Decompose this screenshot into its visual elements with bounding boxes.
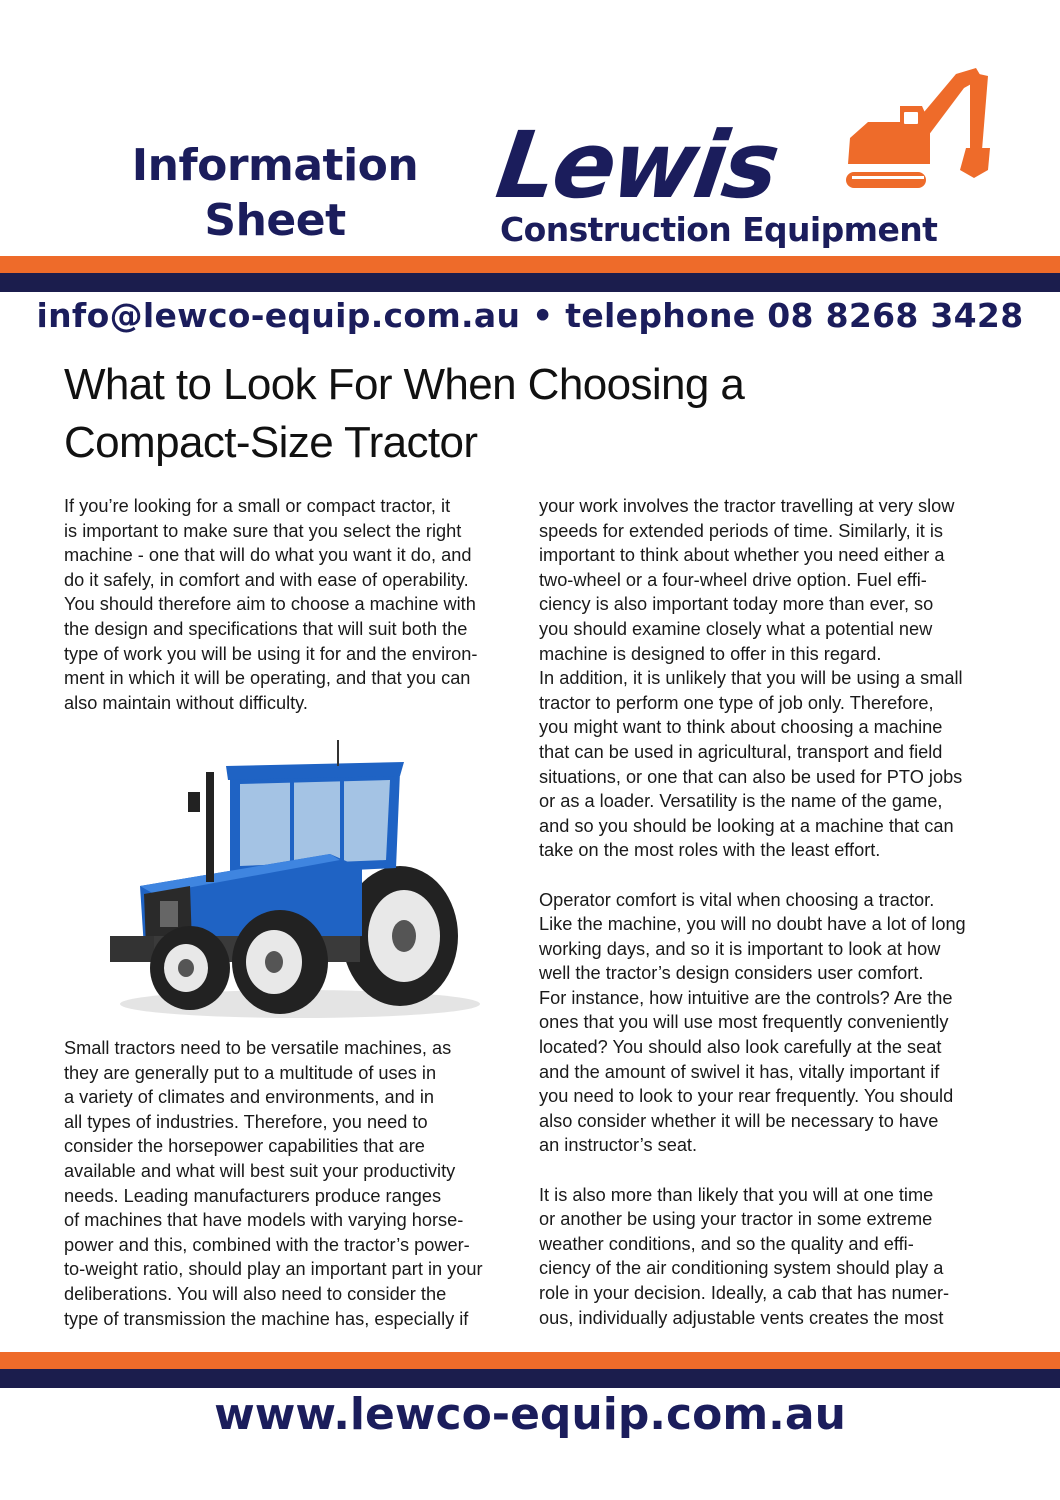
text-line: power and this, combined with the tractor’s power-	[64, 1234, 470, 1255]
contact-separator: •	[532, 296, 554, 335]
text-line: all types of industries. Therefore, you need to	[64, 1111, 428, 1132]
brand-name: Lewis	[490, 112, 783, 219]
text-line: to-weight ratio, should play an important part in your	[64, 1259, 483, 1280]
text-line: or as a loader. Versatility is the name of the game,	[539, 791, 943, 812]
text-line: two-wheel or a four-wheel drive option. Fuel effi-	[539, 569, 927, 590]
left-column-horsepower	[64, 1036, 524, 1331]
text-line: located? You should also look carefully at the seat	[539, 1037, 942, 1058]
text-line: ment in which it will be operating, and that you can	[64, 668, 471, 689]
text-line: also maintain without difficulty.	[64, 692, 308, 713]
text-line: ciency of the air conditioning system should play a	[539, 1258, 944, 1279]
info-sheet-line1: Information	[131, 140, 419, 191]
text-line: needs. Leading manufacturers produce ranges	[64, 1185, 442, 1206]
tractor-image	[100, 736, 480, 1036]
text-line: you need to look to your rear frequently. You should	[539, 1086, 954, 1107]
right-paragraph-air-conditioning	[539, 1183, 1009, 1331]
text-line: ciency is also important today more than ever, so	[539, 594, 934, 615]
text-line: or another be using your tractor in some extreme	[539, 1209, 933, 1230]
text-line: situations, or one that can also be used for PTO jobs	[539, 766, 963, 787]
footer-stripe-orange	[0, 1352, 1060, 1369]
page-title	[64, 356, 964, 472]
text-line: type of work you will be using it for and the environ-	[64, 643, 478, 664]
left-column-intro	[64, 494, 514, 715]
text-line: an instructor’s seat.	[539, 1135, 698, 1156]
excavator-icon	[838, 66, 996, 206]
website-link[interactable]: www.lewco-equip.com.au	[214, 1389, 846, 1440]
brand-subtitle: Construction Equipment	[500, 210, 938, 249]
text-line: that can be used in agricultural, transport and field	[539, 741, 943, 762]
text-line: take on the most roles with the least effort.	[539, 840, 881, 861]
text-line: Operator comfort is vital when choosing a tractor.	[539, 889, 935, 910]
contact-phone: telephone 08 8268 3428	[565, 296, 1024, 335]
info-sheet-heading	[100, 138, 450, 248]
text-line: deliberations. You will also need to consider the	[64, 1283, 447, 1304]
text-line: Like the machine, you will no doubt have a lot of long	[539, 914, 966, 935]
text-line: working days, and so it is important to look at how	[539, 938, 941, 959]
contact-line	[0, 294, 1060, 338]
text-line: tractor to perform one type of job only. Therefore,	[539, 692, 934, 713]
text-line: do it safely, in comfort and with ease of operability.	[64, 569, 469, 590]
title-line1: What to Look For When Choosing a	[64, 360, 745, 409]
text-line: also consider whether it will be necessary to have	[539, 1110, 939, 1131]
text-line: consider the horsepower capabilities that are	[64, 1136, 425, 1157]
text-line: your work involves the tractor travelling at very slow	[539, 496, 955, 516]
right-column	[539, 494, 1009, 1330]
text-line: well the tractor’s design considers user comfort.	[539, 963, 924, 984]
text-line: is important to make sure that you select the right	[64, 520, 462, 541]
text-line: For instance, how intuitive are the controls? Are the	[539, 987, 953, 1008]
info-sheet-line2: Sheet	[204, 195, 346, 246]
text-line: available and what will best suit your productivity	[64, 1160, 456, 1181]
text-line: the design and specifications that will suit both the	[64, 618, 468, 639]
text-line: In addition, it is unlikely that you will be using a small	[539, 668, 963, 689]
header-stripe-navy	[0, 273, 1060, 292]
text-line: of machines that have models with varying horse-	[64, 1210, 464, 1231]
right-paragraph-comfort	[539, 888, 1009, 1159]
text-line: machine - one that will do what you want it do, and	[64, 545, 472, 566]
text-line: It is also more than likely that you will at one time	[539, 1184, 934, 1205]
text-line: ones that you will use most frequently conveniently	[539, 1012, 949, 1033]
text-line: they are generally put to a multitude of uses in	[64, 1062, 437, 1083]
text-line: Small tractors need to be versatile machines, as	[64, 1038, 452, 1058]
right-paragraph-versatility	[539, 494, 1009, 863]
text-line: you might want to think about choosing a machine	[539, 717, 943, 738]
text-line: You should therefore aim to choose a machine with	[64, 594, 476, 615]
text-line: and the amount of swivel it has, vitally important if	[539, 1061, 940, 1082]
text-line: you should examine closely what a potential new	[539, 618, 933, 639]
text-line: speeds for extended periods of time. Similarly, it is	[539, 520, 944, 541]
text-line: role in your decision. Ideally, a cab that has numer-	[539, 1283, 950, 1303]
text-line: ous, individually adjustable vents creates the most	[539, 1307, 944, 1328]
text-line: If you’re looking for a small or compact tractor, it	[64, 496, 451, 516]
text-line: type of transmission the machine has, especially if	[64, 1308, 469, 1329]
contact-email[interactable]: info@lewco-equip.com.au	[36, 296, 521, 335]
header-stripe-orange	[0, 256, 1060, 273]
text-line: weather conditions, and so the quality and effi-	[539, 1233, 914, 1254]
title-line2: Compact-Size Tractor	[64, 418, 478, 467]
text-line: important to think about whether you need either a	[539, 545, 945, 566]
text-line: a variety of climates and environments, and in	[64, 1087, 435, 1108]
text-line: machine is designed to offer in this regard.	[539, 643, 882, 664]
text-line: and so you should be looking at a machine that can	[539, 815, 954, 836]
